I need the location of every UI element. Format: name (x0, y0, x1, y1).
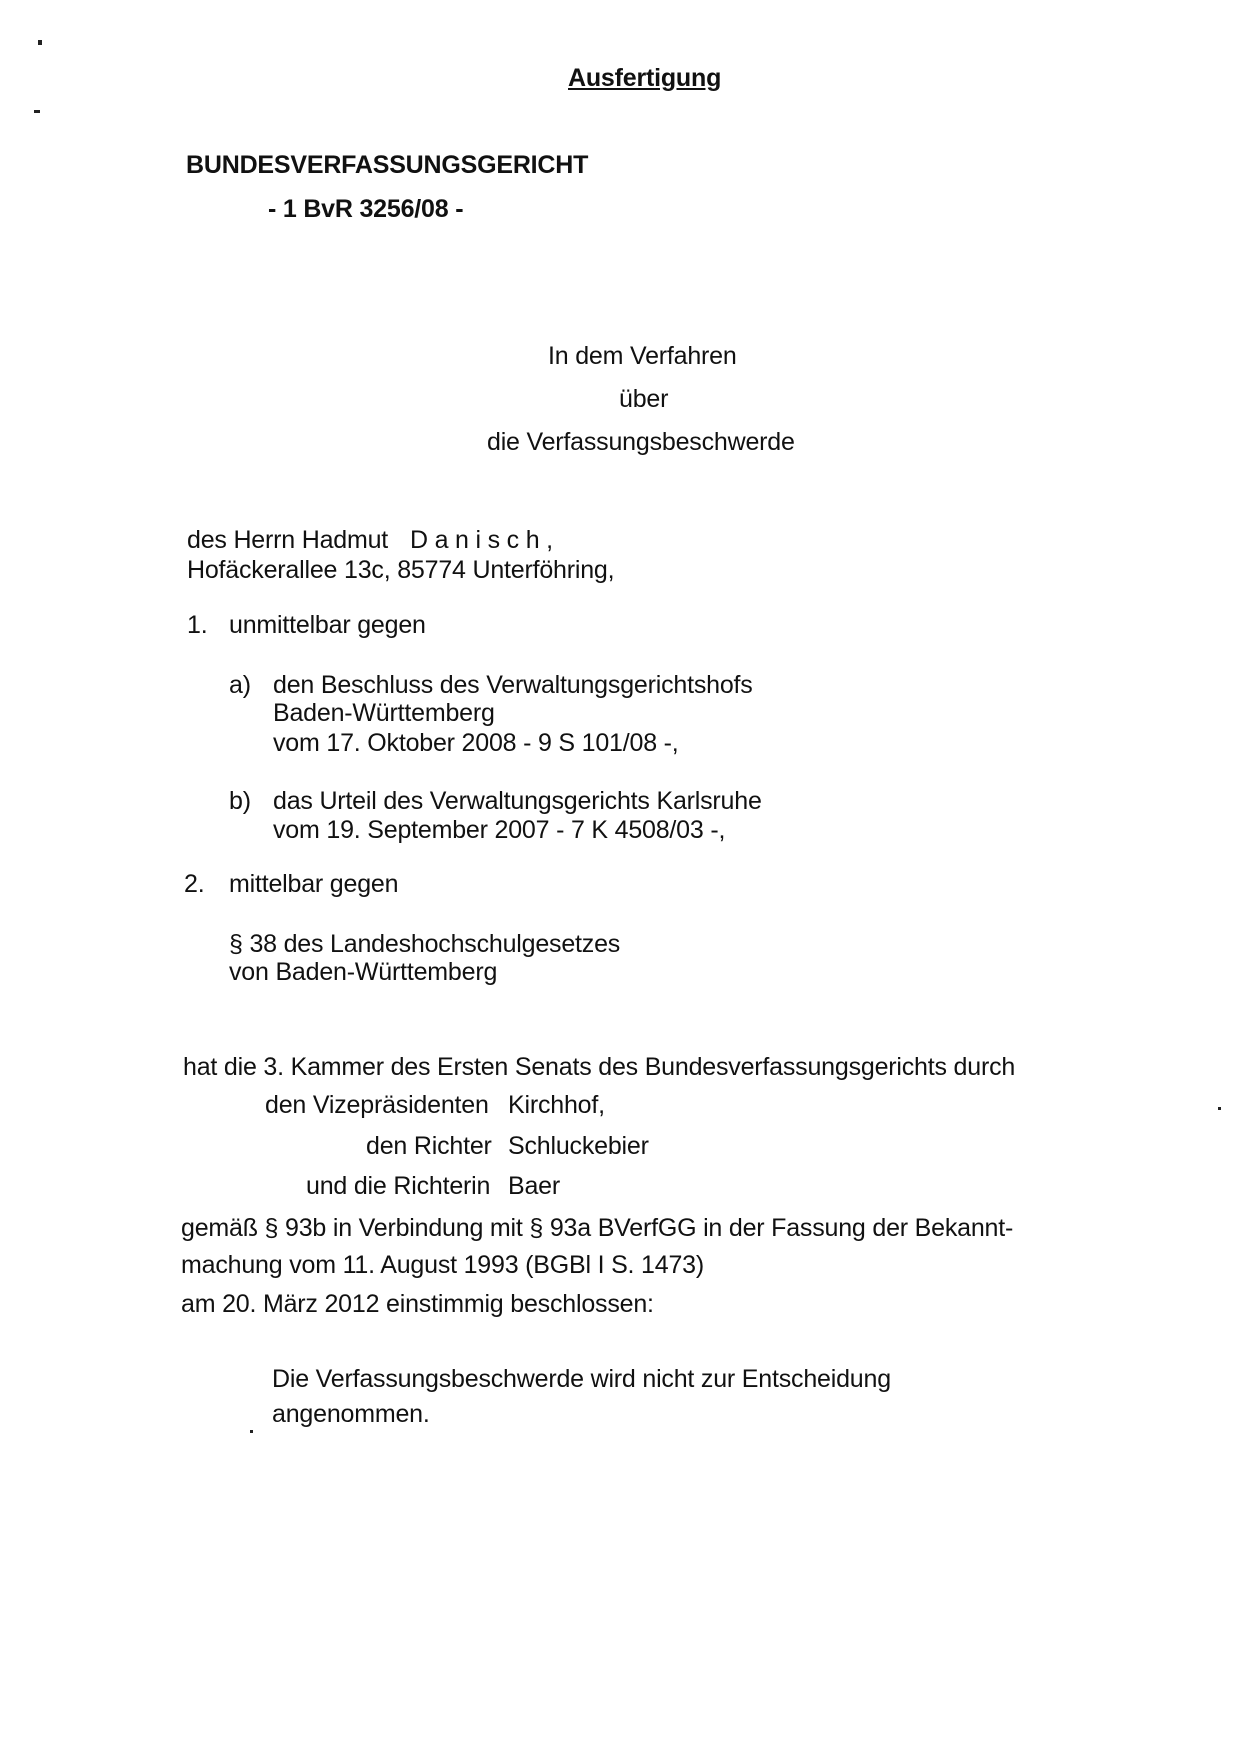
intro-line-2: über (619, 385, 669, 413)
item-b-marker: b) (229, 787, 251, 815)
intro-line-3: die Verfassungsbeschwerde (487, 428, 795, 456)
case-number: - 1 BvR 3256/08 - (268, 195, 464, 223)
result-line-1: Die Verfassungsbeschwerde wird nicht zur Entscheidung (272, 1365, 891, 1393)
judge-2-name: Schluckebier (508, 1132, 649, 1160)
decision-line-2: gemäß § 93b in Verbindung mit § 93a BVerfGG in der Fassung der Bekannt- (181, 1214, 1014, 1242)
judge-3-role: und die Richterin (306, 1172, 491, 1200)
item-2-number: 2. (184, 870, 205, 898)
party-address: Hofäckerallee 13c, 85774 Unterföhring, (187, 556, 615, 584)
item-a-marker: a) (229, 671, 251, 699)
decision-line-1: hat die 3. Kammer des Ersten Senats des Bundesverfassungsgerichts durch (183, 1053, 1016, 1081)
scan-speck (250, 1430, 253, 1433)
item-b-line-1: das Urteil des Verwaltungsgerichts Karlsruhe (273, 787, 762, 815)
judge-1-name: Kirchhof, (508, 1091, 605, 1119)
item-1-label: unmittelbar gegen (229, 611, 426, 639)
judge-1-role: den Vizepräsidenten (265, 1091, 489, 1119)
item-a-line-1: den Beschluss des Verwaltungsgerichtshofs (273, 671, 753, 699)
judge-3-name: Baer (508, 1172, 561, 1200)
decision-line-4: am 20. März 2012 einstimmig beschlossen: (181, 1290, 654, 1318)
party-surname: D a n i s c h , (410, 526, 553, 554)
document-title: Ausfertigung (568, 64, 722, 92)
judge-2-role: den Richter (366, 1132, 492, 1160)
item-a-line-3: vom 17. Oktober 2008 - 9 S 101/08 -, (273, 729, 679, 757)
law-line-1: § 38 des Landeshochschulgesetzes (229, 930, 621, 958)
court-name: BUNDESVERFASSUNGSGERICHT (186, 151, 589, 179)
item-2-label: mittelbar gegen (229, 870, 399, 898)
item-1-number: 1. (187, 611, 208, 639)
scan-speck (1218, 1107, 1221, 1110)
scan-speck (38, 40, 42, 45)
item-a-line-2: Baden-Württemberg (273, 699, 495, 727)
law-line-2: von Baden-Württemberg (229, 958, 498, 986)
party-name-prefix: des Herrn Hadmut (187, 526, 389, 554)
decision-line-3: machung vom 11. August 1993 (BGBl I S. 1473) (181, 1251, 704, 1279)
intro-line-1: In dem Verfahren (548, 342, 737, 370)
scan-speck (34, 110, 40, 113)
result-line-2: angenommen. (272, 1400, 430, 1428)
item-b-line-2: vom 19. September 2007 - 7 K 4508/03 -, (273, 816, 726, 844)
